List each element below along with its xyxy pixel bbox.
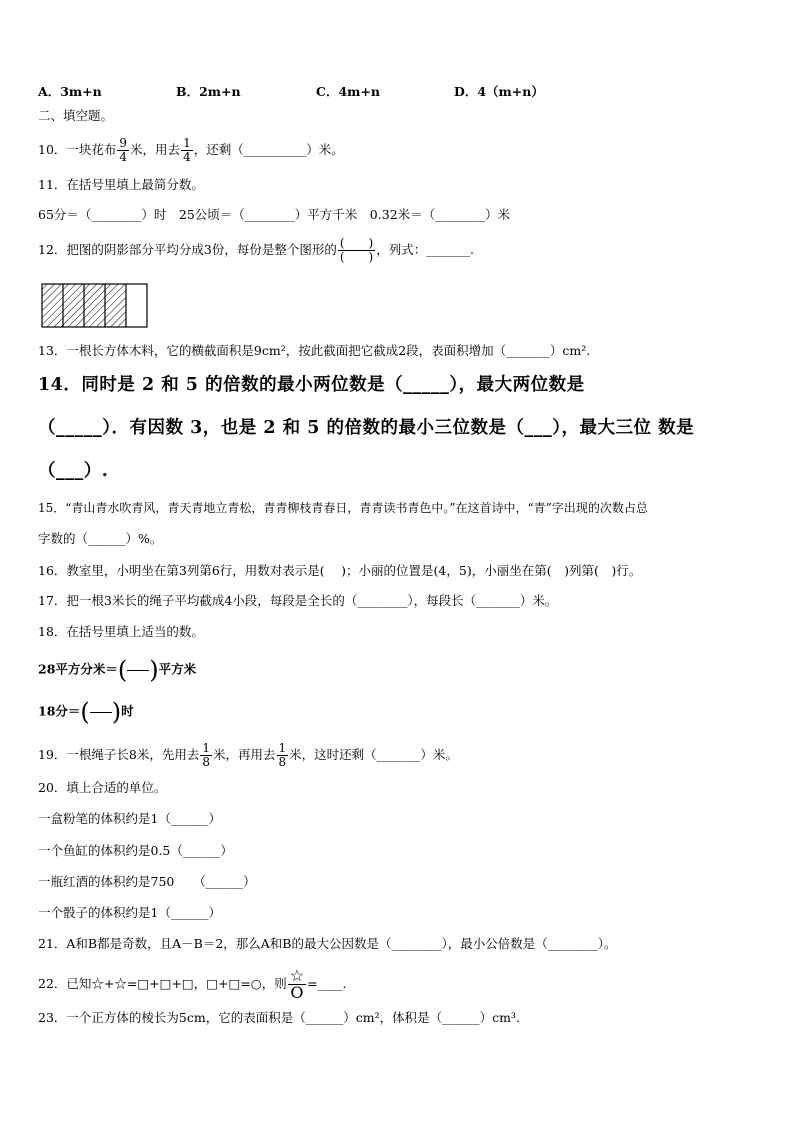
question-20-title: 20．填上合适的单位。	[38, 780, 167, 795]
shaded-rectangle-figure	[41, 283, 149, 329]
question-20-item: 一个骰子的体积约是1（______）	[38, 905, 221, 920]
question-14-line-3: （___）.	[38, 461, 109, 481]
fraction: $\frac{9}{4}$	[119, 136, 128, 164]
choice-a: A．3m+n	[38, 84, 102, 99]
fraction: $\frac{1}{4}$	[183, 136, 191, 164]
question-14-line-2: （_____）．有因数 3，也是 2 和 5 的倍数的最小三位数是（___），最大三位 数是	[38, 418, 695, 438]
question-20-item: 一瓶红酒的体积约是750 （______）	[38, 874, 256, 889]
question-18-line-1: 28平方分米＝( )平方米	[38, 656, 197, 684]
question-22: 22．已知☆+☆=□+□+□，□+□=○，则 $\frac{☆}{O}$ =____.	[38, 966, 347, 1002]
question-12: 12．把图的阴影部分平均分成3份，每份是整个图形的 $\frac{( )}{( )}$ ，列式：_______.	[38, 236, 474, 264]
choice-b: B．2m+n	[176, 84, 241, 99]
choice-c: C．4m+n	[316, 84, 380, 99]
choice-d: D．4（m+n）	[454, 84, 544, 99]
question-15-line-2: 字数的（______）%。	[38, 531, 163, 546]
fraction: $\frac{1}{8}$	[278, 741, 287, 769]
question-21: 21．A和B都是奇数，且A－B＝2，那么A和B的最大公因数是（________），最小公倍数是（________）。	[38, 936, 617, 951]
question-19: 19．一根绳子长8米，先用去 $\frac{1}{8}$ 米，再用去 $\frac{1}{8}$ 米，这时还剩（_______）米。	[38, 741, 458, 769]
question-16: 16．教室里，小明坐在第3列第6行，用数对表示是( )；小丽的位置是(4，5)，小丽坐在第( )列第( )行。	[38, 563, 642, 578]
fraction: $\frac{( )}{( )}$	[339, 236, 374, 264]
question-15-line-1: 15．“青山青水吹青风，青天青地立青松，青青柳枝青春日，青青读书青色中。”在这首诗中，“青”字出现的次数占总	[38, 501, 648, 515]
question-20-item: 一个鱼缸的体积约是0.5（______）	[38, 843, 233, 858]
question-17: 17．把一根3米长的绳子平均截成4小段，每段是全长的（________），每段长（_______）米。	[38, 593, 558, 608]
question-20-item: 一盒粉笔的体积约是1（______）	[38, 811, 221, 826]
section-title: 二、填空题。	[38, 108, 114, 123]
question-18-title: 18．在括号里填上适当的数。	[38, 624, 204, 639]
question-10: 10．一块花布 $\frac{9}{4}$ 米，用去 $\frac{1}{4}$ ，还剩（__________）米。	[38, 136, 344, 164]
question-11-title: 11．在括号里填上最简分数。	[38, 177, 204, 192]
question-18-line-2: 18分＝( )时	[38, 698, 134, 726]
question-11-line: 65分＝（________）时 25公顷＝（________）平方千米 0.32米＝（________）米	[38, 207, 511, 222]
question-13: 13．一根长方体木料，它的横截面积是9cm²，按此截面把它截成2段，表面积增加（_______）cm².	[38, 343, 591, 358]
question-23: 23．一个正方体的棱长为5cm，它的表面积是（______）cm²，体积是（______）cm³.	[38, 1010, 520, 1025]
fraction: $\frac{☆}{O}$	[289, 966, 305, 1002]
fraction: $\frac{1}{8}$	[202, 741, 210, 769]
question-14-line-1: 14．同时是 2 和 5 的倍数的最小两位数是（_____），最大两位数是	[38, 375, 585, 395]
